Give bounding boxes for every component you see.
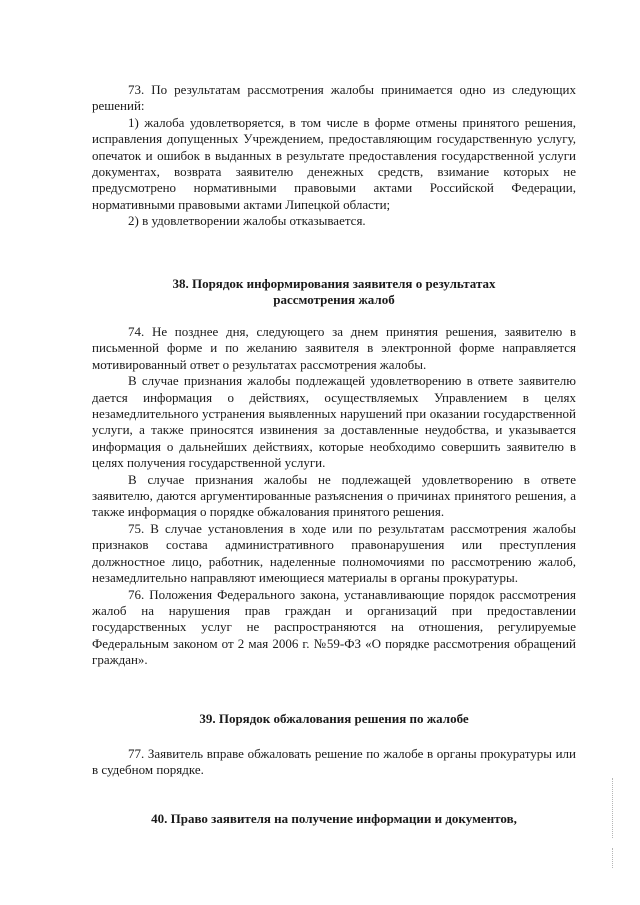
clause-74-satisfied: В случае признания жалобы подлежащей удовлетворению в ответе заявителю дается информация о действиях, осуществляемых Управлением в целях незамедлительного устранения выявленных нарушений при оказании государственной услуги, а также приносятся извинения за доставленные неудобства, и указывается информация о дальнейших действиях, которые необходимо совершить заявителю в целях получения государственной услуги.: [92, 373, 576, 471]
clause-73-intro: 73. По результатам рассмотрения жалобы принимается одно из следующих решений:: [92, 82, 576, 114]
scan-edge-mark: [612, 778, 614, 838]
clause-77: 77. Заявитель вправе обжаловать решение по жалобе в органы прокуратуры или в судебном порядке.: [92, 746, 576, 778]
clause-76: 76. Положения Федерального закона, устанавливающие порядок рассмотрения жалоб на нарушения прав граждан и организаций при предоставлении государственных услуг не распространяются на отношения, регулируемые Федеральным законом от 2 мая 2006 г. №59-ФЗ «О порядке рассмотрения обращений граждан».: [92, 586, 576, 668]
clause-74: 74. Не позднее дня, следующего за днем принятия решения, заявителю в письменной форме и по желанию заявителя в электронной форме направляется мотивированный ответ о результатах рассмотрения жалобы.: [92, 324, 576, 372]
section-heading-38-line-1: 38. Порядок информирования заявителя о результатах: [172, 276, 496, 291]
clause-74-rejected: В случае признания жалобы не подлежащей удовлетворению в ответе заявителю, даются аргументированные разъяснения о причинах принятого решения, а также информация о порядке обжалования принятого решения.: [92, 471, 576, 520]
section-heading-39: 39. Порядок обжалования решения по жалобе: [199, 711, 469, 726]
section-heading-38-line-2: рассмотрения жалоб: [273, 292, 395, 308]
clauses-74-76: [92, 324, 576, 669]
clause-75: 75. В случае установления в ходе или по результатам рассмотрения жалобы признаков состава административного правонарушения или преступления должностное лицо, работник, наделенные полномочиями по рассмотрению жалоб, незамедлительно направляют имеющиеся материалы в органы прокуратуры.: [92, 520, 576, 586]
clause-77-block: [92, 746, 576, 779]
scan-edge-mark-lower: [612, 848, 614, 868]
section-heading-40: 40. Право заявителя на получение информации и документов,: [151, 811, 517, 826]
clause-73-item-1: 1) жалоба удовлетворяется, в том числе в форме отмены принятого решения, исправления допущенных Учреждением, предоставляющим государственную услугу, опечаток и ошибок в выданных в результате предоставления государственной услуги документах, возврата заявителю денежных средств, взимание которых не предусмотрено нормативными правовыми актами Российской Федерации, нормативными правовыми актами Липецкой области;: [92, 114, 576, 212]
clause-73-item-2: 2) в удовлетворении жалобы отказывается.: [128, 213, 366, 229]
clause-73: [92, 82, 576, 230]
section-heading-38: [92, 276, 576, 309]
